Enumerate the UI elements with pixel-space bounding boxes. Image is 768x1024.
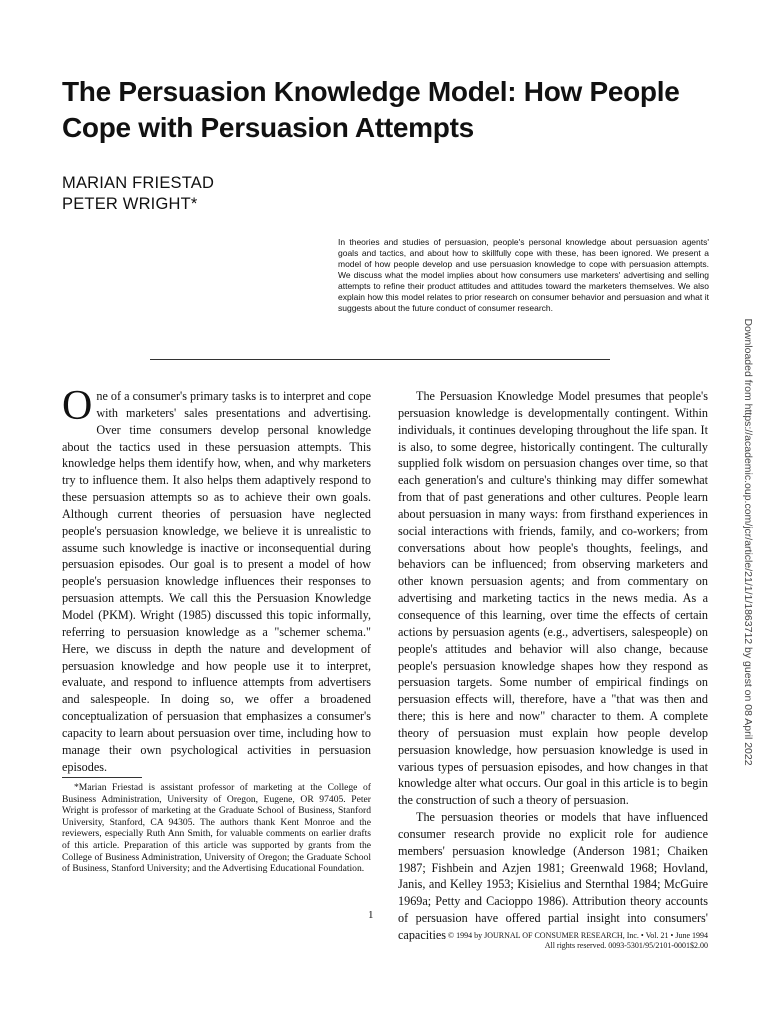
body-paragraph: The persuasion theories or models that have influenced consumer research provide no explicit role for audience members' persuasion knowledge (Anderson 1981; Chaiken 1987; Fishbein and Azjen 1981; Greenwald 1968; Hovland, Janis, and Kelley 1953; Kisielius and Sternthal 1984; McGuire 1969a; Petty and Cacioppo 1986). Attribution theory accounts of persuasion have offered partial insight into consumers' capacities (398, 810, 708, 942)
copyright-line: © 1994 by JOURNAL OF CONSUMER RESEARCH, Inc. • Vol. 21 • June 1994 (448, 931, 708, 940)
abstract: In theories and studies of persuasion, people's personal knowledge about persuasion agents' goals and tactics, and about how to skillfully cope with these, has been ignored. We present a model of how people develop and use persuasion knowledge to cope with persuasion attempts. We discuss what the model implies about how consumers use marketers' advertising and selling attempts to refine their product attitudes and attitudes toward the marketers themselves. We also explain how this model relates to prior research on consumer behavior and persuasion and what it suggests about the future conduct of consumer research. (338, 237, 709, 313)
author-footnote: *Marian Friestad is assistant professor of marketing at the College of Business Administration, University of Oregon, Eugene, OR 97405. Peter Wright is professor of marketing at the Graduate School of Business, Stanford University, Stanford, CA 94305. The authors thank Kent Monroe and the reviewers, especially Ruth Ann Smith, for valuable comments on earlier drafts of this article. Preparation of this article was supported by grants from the College of Business Administration, University of Oregon; the Graduate School of Business, Stanford University; and the Advertising Educational Foundation. (62, 782, 371, 875)
footnote-divider (62, 777, 142, 778)
copyright-notice (448, 931, 708, 951)
body-column-left (62, 383, 371, 775)
body-paragraph (62, 383, 371, 775)
copyright-line: All rights reserved. 0093-5301/95/2101-0001$2.00 (544, 941, 708, 950)
download-stamp: Downloaded from https://academic.oup.com/jcr/article/21/1/1/1863712 by guest on 08 April 2022 (742, 318, 754, 766)
drop-cap: O (62, 383, 93, 429)
section-divider (150, 359, 610, 360)
body-text: ne of a consumer's primary tasks is to interpret and cope with marketers' sales presentations and advertising. Over time consumers develop personal knowledge about the tactics used in these persuasion attempts. This knowledge helps them identify how, when, and why marketers try to influence them. It also helps them adaptively respond to these persuasion attempts so as to achieve their own goals. Although current theories of persuasion have neglected people's persuasion knowledge, we believe it is unrealistic to assume such knowledge is inactive or inconsequential during persuasion episodes. Our goal is to present a model of how people's persuasion knowledge influences their responses to persuasion attempts. We call this the Persuasion Knowledge Model (PKM). Wright (1985) discussed this topic informally, referring to persuasion knowledge as a "schemer schema." Here, we discuss in depth the nature and development of persuasion knowledge and how people use it to interpret, evaluate, and respond to influence attempts from advertisers and salespeople. In doing so, we offer a broadened conceptualization of persuasion that emphasizes a consumer's capacity to learn about persuasion over time, including how to manage their own psychological activities in persuasion episodes. (62, 389, 371, 774)
article-title: The Persuasion Knowledge Model: How People Cope with Persuasion Attempts (62, 76, 680, 143)
body-paragraph: The Persuasion Knowledge Model presumes that people's persuasion knowledge is developmentally contingent. Within individuals, it continues developing throughout the life span. It is also, to some degree, historically contingent. The culturally supplied folk wisdom on persuasion changes over time, so that each generation's and culture's thinking may differ somewhat from that of past generations and other cultures. People learn about persuasion in many ways: from firsthand experiences in social interactions with friends, family, and co-workers; from conversations about how people's thoughts, feelings, and behaviors can be influenced; from observing marketers and other known persuasion agents; and from commentary on advertising and marketing tactics in the news media. As a consequence of this learning, over time the effects of certain actions by persuasion agents (e.g., advertisers, salespeople) on people's attitudes and behavior will also change, because people's persuasion knowledge shapes how they respond as persuasion targets. Some number of empirical findings on persuasion effects will, therefore, have a "that was then and there; this is here and now" character to them. A complete theory of persuasion must explain how people develop persuasion knowledge, how persuasion knowledge is used in various types of persuasion episodes, and how changes in that knowledge alter what occurs. Our goal in this article is to begin the construction of such a theory of persuasion. (398, 389, 708, 808)
author-name: MARIAN FRIESTAD (62, 174, 215, 192)
author-list (62, 173, 214, 215)
body-column-right (398, 388, 708, 944)
page-number: 1 (368, 909, 374, 921)
author-name: PETER WRIGHT* (62, 195, 198, 213)
